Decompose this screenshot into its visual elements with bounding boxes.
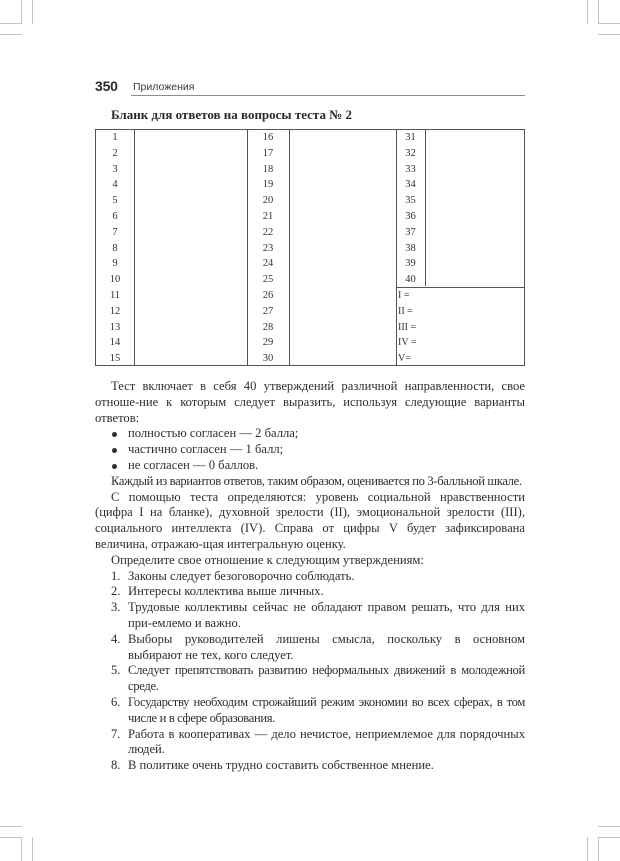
answer-option: не согласен — 0 баллов. [95, 458, 525, 474]
question-number-cell: 39 [405, 258, 416, 270]
section-title: Приложения [133, 81, 195, 93]
statement-item: 2. Интересы коллектива выше личных. [111, 584, 324, 599]
question-number-cell: 27 [262, 305, 274, 317]
question-number-cell: 29 [262, 337, 274, 349]
question-number-cell: 16 [262, 132, 274, 143]
question-number-cell: 18 [262, 163, 274, 175]
question-number-cell: 32 [405, 147, 416, 159]
column-divider [134, 130, 135, 365]
crop-mark [598, 0, 599, 24]
crop-mark [598, 837, 620, 838]
question-number-cell: 19 [262, 179, 274, 191]
score-label: IV = [398, 337, 417, 349]
crop-mark [0, 837, 22, 838]
question-number-cell: 11 [109, 290, 121, 301]
intro-paragraph: Тест включает в себя 40 утверждений различной направленности, свое отноше-ние к которым следует выразить, используя следующие варианты ответов: [95, 379, 525, 425]
question-number-cell: 8 [112, 242, 118, 254]
body-text [95, 379, 525, 774]
crop-mark [21, 837, 22, 861]
question-number-cell: 22 [262, 226, 274, 238]
answer-table [95, 129, 525, 366]
question-number-cell: 4 [112, 179, 118, 191]
question-number-cell: 30 [262, 353, 274, 365]
crop-mark [0, 23, 22, 24]
question-number-cell: 12 [109, 305, 121, 317]
running-head [95, 78, 525, 96]
question-number-cell: 7 [112, 226, 118, 238]
column-divider [289, 130, 290, 365]
answer-option: частично согласен — 1 балл; [95, 442, 525, 458]
question-number-cell: 36 [405, 211, 416, 222]
crop-mark [598, 837, 599, 861]
question-number-cell: 24 [262, 258, 274, 270]
question-number-cell: 3 [112, 163, 118, 175]
statement-item: 8. В политике очень трудно составить собственное мнение. [111, 758, 434, 773]
bullet-icon [112, 464, 117, 469]
statement-item: 6. Государству необходим строжайший режим экономии во всех сферах, в том числе и в сфере образования. [111, 694, 525, 725]
question-number-cell: 17 [262, 147, 274, 159]
question-number-cell: 15 [109, 353, 121, 365]
crop-mark [32, 0, 33, 24]
question-number-cell: 14 [109, 337, 121, 349]
question-number-cell: 26 [262, 290, 274, 301]
bullet-icon [112, 432, 117, 437]
question-number-cell: 33 [405, 163, 416, 175]
question-number-cell: 35 [405, 195, 416, 207]
question-number-cell: 28 [262, 321, 274, 333]
bullet-icon [112, 448, 117, 453]
crop-mark [0, 826, 22, 827]
question-number-cell: 10 [109, 274, 121, 286]
score-label: I = [398, 290, 410, 301]
question-number-cell: 23 [262, 242, 274, 254]
question-number-cell: 2 [112, 147, 118, 159]
crop-mark [32, 837, 33, 861]
score-label: II = [398, 305, 413, 317]
form-title: Бланк для ответов на вопросы теста № 2 [111, 107, 353, 122]
page-number: 350 [95, 78, 118, 94]
question-number-cell: 13 [109, 321, 121, 333]
statements-list [95, 569, 525, 774]
question-number-cell: 34 [405, 179, 416, 191]
scale-note-paragraph: Каждый из вариантов ответов, таким образом, оценивается по 3-балльной шкале. [111, 473, 522, 488]
question-number-cell: 37 [405, 226, 416, 238]
question-number-cell: 9 [112, 258, 118, 270]
question-number-cell: 21 [262, 211, 274, 222]
purpose-paragraph: С помощью теста определяются: уровень социальной нравственности (цифра I на бланке), духовной зрелости (II), эмоциональной зрелости (III), социального интеллекта (IV). Справа от цифры V будет зафиксирована величина, отражаю-щая интегральную оценку. [95, 489, 525, 551]
crop-mark [598, 34, 620, 35]
instruction-paragraph: Определите свое отношение к следующим утверждениям: [111, 552, 424, 567]
crop-mark [587, 0, 588, 24]
question-number-cell: 25 [262, 274, 274, 286]
question-number-cell: 31 [405, 132, 416, 143]
question-number-cell: 1 [112, 132, 118, 143]
crop-mark [587, 837, 588, 861]
statement-item: 5. Следует препятствовать развитию неформальных движений в молодежной среде. [111, 663, 525, 694]
header-rule [131, 95, 525, 96]
crop-mark [598, 826, 620, 827]
question-number-cell: 40 [405, 274, 416, 286]
column-divider [425, 130, 426, 286]
statement-item: 4. Выборы руководителей лишены смысла, поскольку в основном выбирают не тех, кого следует. [111, 631, 525, 662]
answer-options-list [95, 426, 525, 473]
score-label: III = [398, 321, 417, 333]
statement-item: 3. Трудовые коллективы сейчас не обладают правом решать, что для них при-емлемо и важно. [111, 600, 525, 630]
question-number-cell: 20 [262, 195, 274, 207]
crop-mark [21, 0, 22, 24]
score-label: V= [398, 353, 411, 365]
crop-mark [0, 34, 22, 35]
crop-mark [598, 23, 620, 24]
answer-option: полностью согласен — 2 балла; [95, 426, 525, 442]
statement-item: 7. Работа в кооперативах — дело нечистое, неприемлемое для порядочных людей. [111, 726, 525, 757]
question-number-cell: 38 [405, 242, 416, 254]
question-number-cell: 6 [112, 211, 118, 222]
question-number-cell: 5 [112, 195, 118, 207]
statement-item: 1. Законы следует безоговорочно соблюдать. [111, 568, 355, 583]
